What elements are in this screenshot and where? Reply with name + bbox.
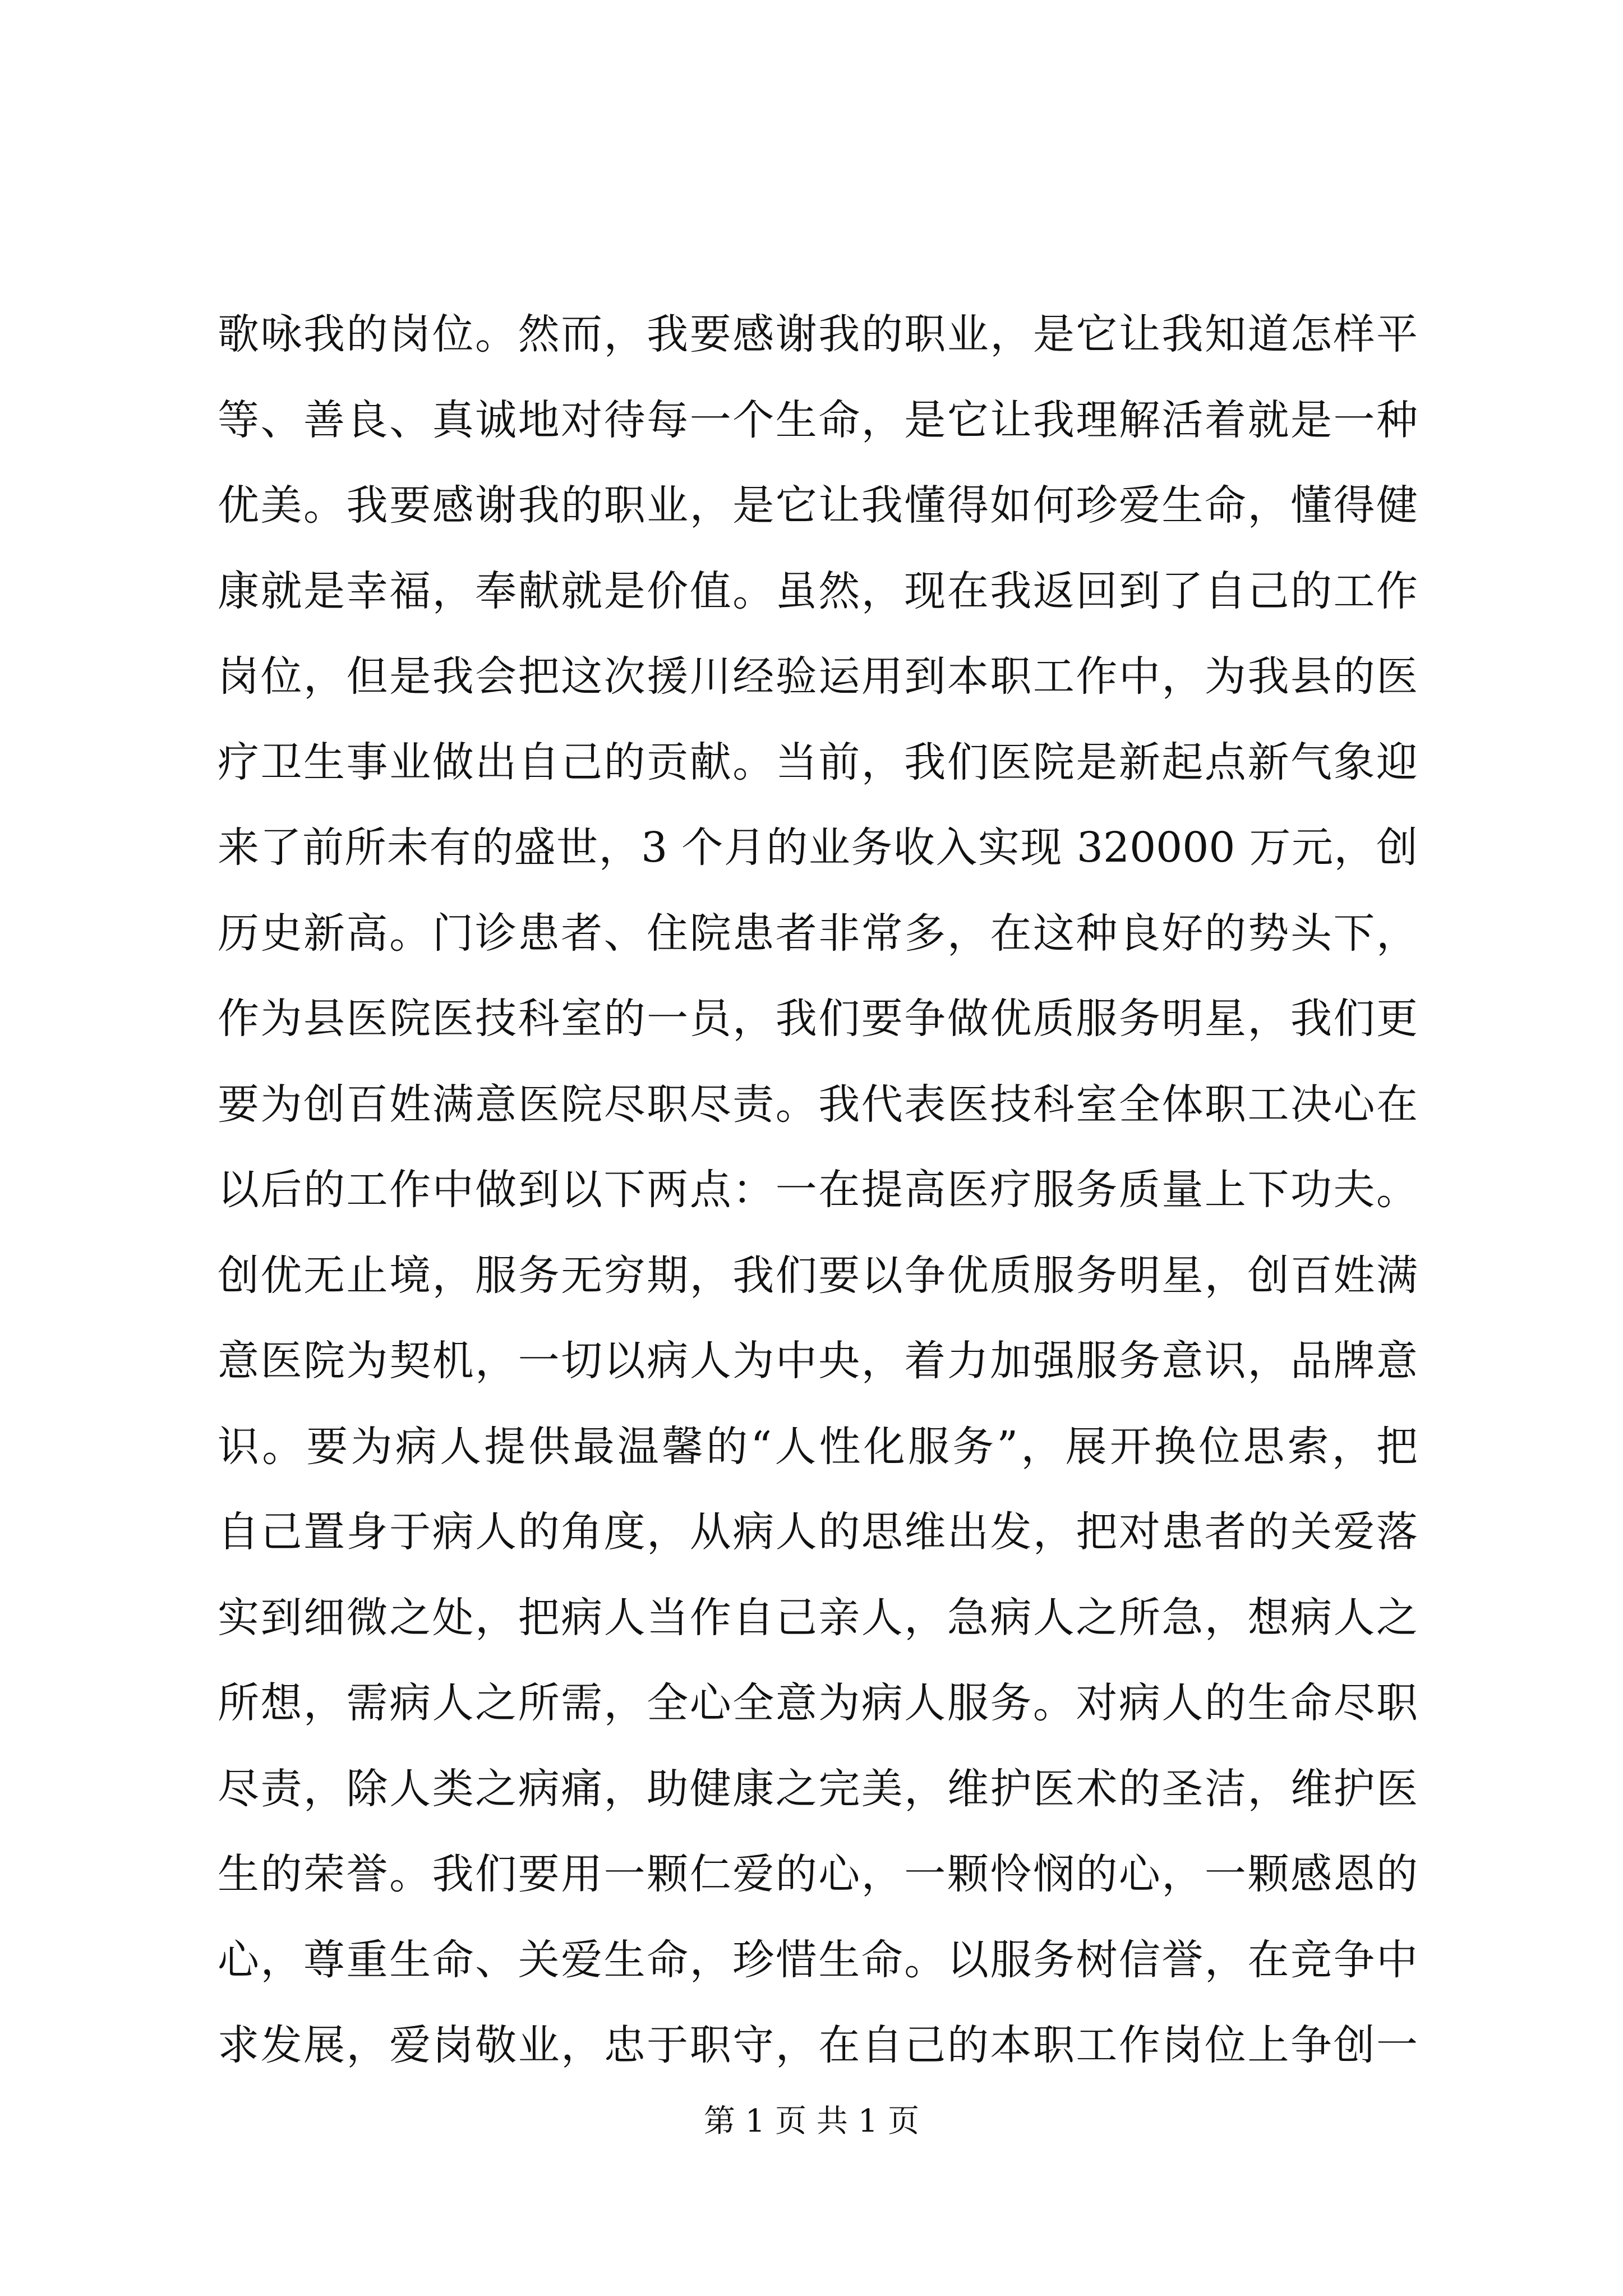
page-footer: 第 1 页 共 1 页 bbox=[703, 2103, 920, 2139]
text-line: 心，尊重生命、关爱生命，珍惜生命。以服务树信誉，在竞争中 bbox=[218, 1935, 1418, 1984]
text-line: 自己置身于病人的角度，从病人的思维出发，把对患者的关爱落 bbox=[218, 1508, 1418, 1556]
text-line: 实到细微之处，把病人当作自己亲人，急病人之所急，想病人之 bbox=[218, 1593, 1418, 1642]
text-line: 生的荣誉。我们要用一颗仁爱的心，一颗怜悯的心，一颗感恩的 bbox=[218, 1850, 1418, 1898]
text-line: 康就是幸福，奉献就是价值。虽然，现在我返回到了自己的工作 bbox=[218, 567, 1418, 615]
text-line: 历史新高。门诊患者、住院患者非常多，在这种良好的势头下， bbox=[218, 909, 1418, 958]
text-line: 歌咏我的岗位。然而，我要感谢我的职业，是它让我知道怎样平 bbox=[218, 310, 1418, 358]
text-line: 岗位，但是我会把这次援川经验运用到本职工作中，为我县的医 bbox=[218, 652, 1418, 701]
text-line: 尽责，除人类之病痛，助健康之完美，维护医术的圣洁，维护医 bbox=[218, 1764, 1418, 1813]
text-line: 识。要为病人提供最温馨的“人性化服务”，展开换位思索，把 bbox=[218, 1422, 1418, 1471]
text-line: 来了前所未有的盛世，3 个月的业务收入实现 320000 万元，创 bbox=[218, 823, 1418, 872]
text-line: 要为创百姓满意医院尽职尽责。我代表医技科室全体职工决心在 bbox=[218, 1080, 1418, 1129]
body-text bbox=[218, 292, 1418, 2088]
text-line: 等、善良、真诚地对待每一个生命，是它让我理解活着就是一种 bbox=[218, 395, 1418, 444]
text-line: 意医院为契机，一切以病人为中央，着力加强服务意识，品牌意 bbox=[218, 1337, 1418, 1385]
text-line: 创优无止境，服务无穷期，我们要以争优质服务明星，创百姓满 bbox=[218, 1251, 1418, 1300]
text-line: 优美。我要感谢我的职业，是它让我懂得如何珍爱生命，懂得健 bbox=[218, 481, 1418, 530]
text-line: 以后的工作中做到以下两点：一在提高医疗服务质量上下功夫。 bbox=[218, 1166, 1418, 1214]
text-line: 求发展，爱岗敬业，忠于职守，在自己的本职工作岗位上争创一 bbox=[218, 2021, 1418, 2069]
text-line: 作为县医院医技科室的一员，我们要争做优质服务明星，我们更 bbox=[218, 995, 1418, 1043]
text-line: 疗卫生事业做出自己的贡献。当前，我们医院是新起点新气象迎 bbox=[218, 738, 1418, 786]
text-line: 所想，需病人之所需，全心全意为病人服务。对病人的生命尽职 bbox=[218, 1679, 1418, 1727]
